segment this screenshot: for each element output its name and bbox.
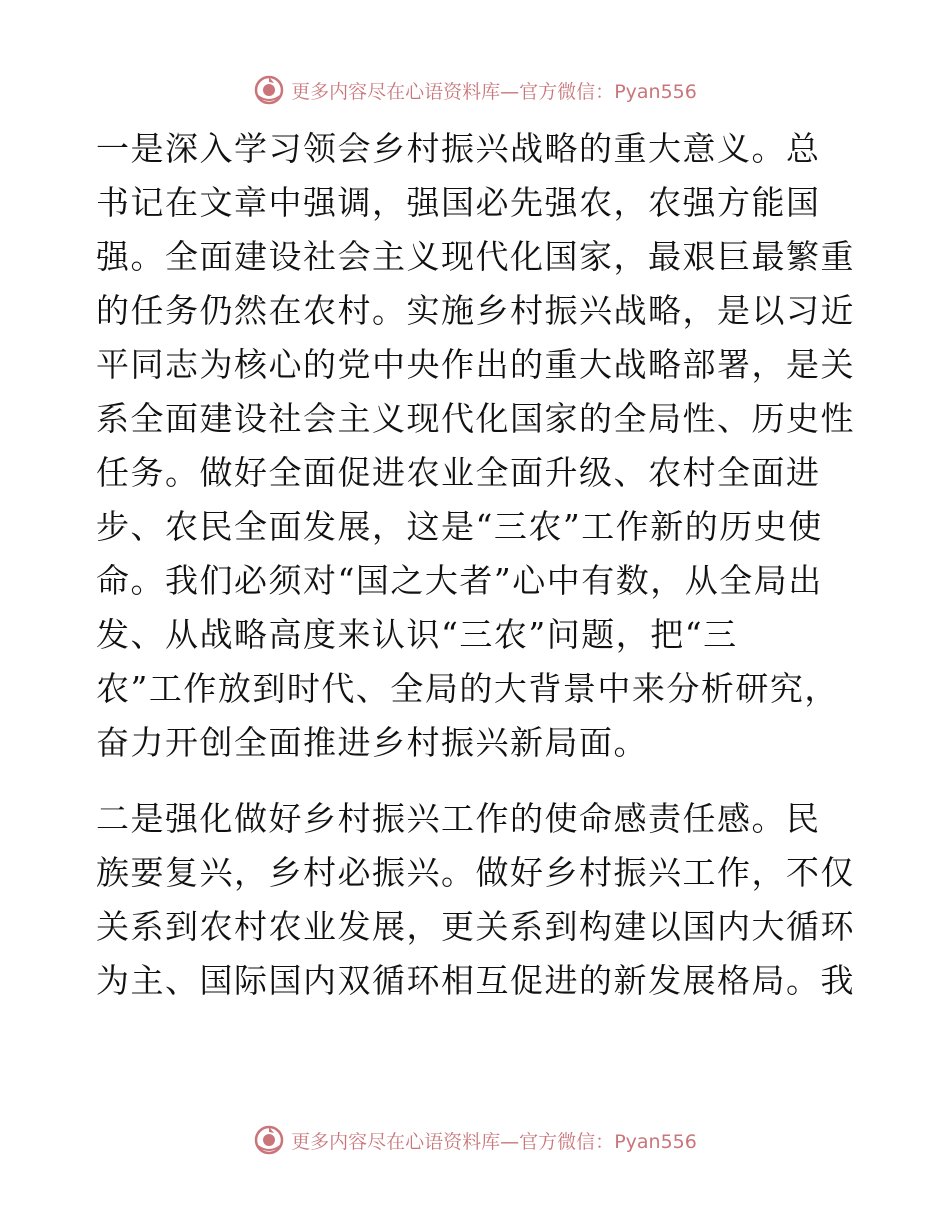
footer-brand-text: 更多内容尽在心语资料库 <box>291 1130 501 1153</box>
header-watermark <box>0 70 950 110</box>
text-line: 系全面建设社会主义现代化国家的全局性、历史性 <box>96 399 855 438</box>
text-line: 书记在文章中强调，强国必先强农，农强方能国 <box>96 183 821 222</box>
text-line: 奋力开创全面推进乡村振兴新局面。 <box>96 723 648 762</box>
text-line: 为主、国际国内双循环相互促进的新发展格局。我 <box>96 961 855 1000</box>
header-separator: — <box>500 80 520 103</box>
text-line: 平同志为核心的党中央作出的重大战略部署，是关 <box>96 345 855 384</box>
brand-logo-icon <box>253 74 285 106</box>
header-wechat-label: 官方微信： <box>519 80 615 103</box>
footer-wechat-id: Pyan556 <box>614 1130 697 1153</box>
footer-wechat-label: 官方微信： <box>519 1130 615 1153</box>
text-line: 一是深入学习领会乡村振兴战略的重大意义。总 <box>96 129 821 168</box>
footer-watermark-text <box>291 1127 697 1154</box>
text-line: 强。全面建设社会主义现代化国家，最艰巨最繁重 <box>96 237 855 276</box>
brand-logo-icon <box>253 1124 285 1156</box>
text-line: 命。我们必须对“国之大者”心中有数，从全局出 <box>96 561 823 600</box>
text-line: 关系到农村农业发展，更关系到构建以国内大循环 <box>96 907 855 946</box>
text-line: 步、农民全面发展，这是“三农”工作新的历史使 <box>96 507 823 546</box>
text-line: 任务。做好全面促进农业全面升级、农村全面进 <box>96 453 821 492</box>
footer-watermark <box>0 1120 950 1160</box>
text-line: 的任务仍然在农村。实施乡村振兴战略，是以习近 <box>96 291 855 330</box>
text-line: 二是强化做好乡村振兴工作的使命感责任感。民 <box>96 799 821 838</box>
text-line: 发、从战略高度来认识“三农”问题，把“三 <box>96 615 738 654</box>
document-body <box>96 122 856 1008</box>
text-line: 族要复兴，乡村必振兴。做好乡村振兴工作，不仅 <box>96 853 855 892</box>
header-watermark-text <box>291 77 697 104</box>
text-line: 农”工作放到时代、全局的大背景中来分析研究， <box>96 669 839 708</box>
header-wechat-id: Pyan556 <box>614 80 697 103</box>
paragraph-1 <box>96 122 856 770</box>
header-brand-text: 更多内容尽在心语资料库 <box>291 80 501 103</box>
footer-separator: — <box>500 1130 520 1153</box>
paragraph-2 <box>96 792 856 1008</box>
